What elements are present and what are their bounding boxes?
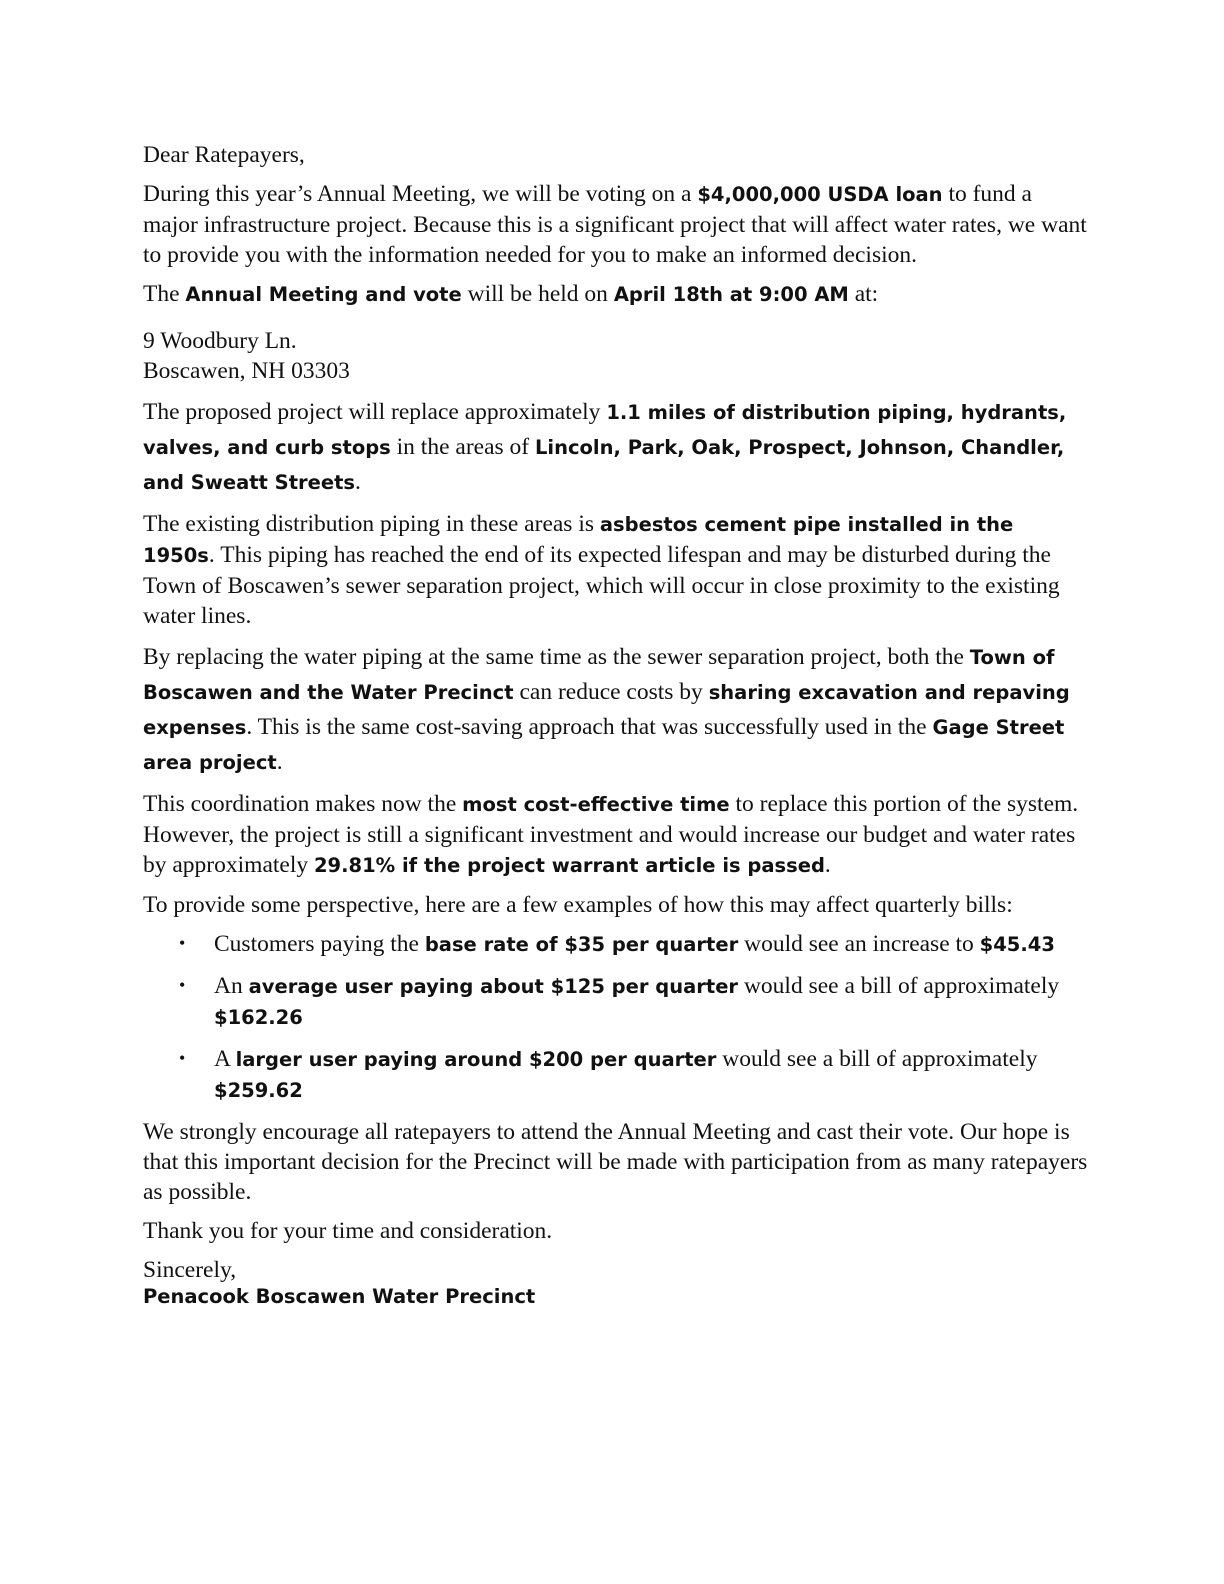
text: . This is the same cost-saving approach that was successfully used in the — [246, 714, 933, 740]
text: would see an increase to — [738, 931, 980, 957]
text: . — [355, 469, 361, 495]
text: will be held on — [461, 281, 614, 307]
bill-highlight: average user paying about $125 per quarter — [248, 975, 739, 998]
list-item — [143, 929, 1088, 960]
text: The proposed project will replace approximately — [143, 399, 607, 425]
text: A — [214, 1046, 236, 1072]
new-bill-amount: $259.62 — [214, 1079, 303, 1102]
letter-body — [143, 140, 1088, 1309]
pipe-material-highlight: asbestos cement pipe installed in the 1950s — [143, 513, 1014, 567]
paragraph-loan-vote — [143, 179, 1088, 270]
bill-examples-list — [143, 929, 1088, 1106]
cost-effective-highlight: most cost-effective time — [462, 793, 730, 816]
text: to replace this portion of the system. However, the project is still a significant investment and would increase our budget and water rates by approximately — [143, 791, 1079, 878]
greeting: Dear Ratepayers, — [143, 142, 305, 168]
text: would see a bill of approximately — [738, 973, 1060, 999]
gage-street-highlight: Gage Street area project — [143, 716, 1065, 774]
sharing-highlight: sharing excavation and repaving expenses — [143, 681, 1070, 739]
text: By replacing the water piping at the same time as the sewer separation project, both the — [143, 644, 970, 670]
paragraph-thank-you: Thank you for your time and consideration. — [143, 1218, 553, 1244]
text: The — [143, 281, 186, 307]
paragraph-project-scope — [143, 395, 1088, 500]
rate-increase-highlight: 29.81% if the project warrant article is passed — [313, 854, 825, 877]
text: . This piping has reached the end of its expected lifespan and may be disturbed during the Town of Boscawen’s sewer separation project, which will occur in close proximity to the existing water lines. — [143, 542, 1060, 629]
loan-amount-highlight: $4,000,000 USDA loan — [697, 183, 943, 206]
text: to fund a major infrastructure project. Because this is a significant project that will affect water rates, we want to provide you with the information needed for you to make an informed decision. — [143, 181, 1087, 268]
address-line-2: Boscawen, NH 03303 — [143, 358, 350, 384]
text: An — [214, 973, 249, 999]
bullet-icon: • — [179, 933, 186, 953]
meeting-date-highlight: April 18th at 9:00 AM — [613, 283, 849, 306]
scope-highlight: 1.1 miles of distribution piping, hydrants, valves, and curb stops — [143, 401, 1067, 459]
list-item — [143, 1044, 1088, 1106]
paragraph-rate-increase — [143, 789, 1088, 881]
text: in the areas of — [390, 434, 535, 460]
text: During this year’s Annual Meeting, we will be voting on a — [143, 181, 698, 207]
meeting-highlight: Annual Meeting and vote — [185, 283, 462, 306]
new-bill-amount: $162.26 — [214, 1006, 303, 1029]
address-line-1: 9 Woodbury Ln. — [143, 328, 297, 354]
meeting-address — [143, 326, 1088, 386]
bill-highlight: base rate of $35 per quarter — [424, 933, 739, 956]
text: The existing distribution piping in these areas is — [143, 511, 600, 537]
paragraph-encourage-attendance: We strongly encourage all ratepayers to attend the Annual Meeting and cast their vote. Our hope is that this important decision for the Precinct will be made with participation from as many ratepayers as possible. — [143, 1119, 1088, 1205]
paragraph-meeting-time — [143, 279, 1088, 310]
signature-org-name: Penacook Boscawen Water Precinct — [143, 1285, 536, 1308]
streets-highlight: Lincoln, Park, Oak, Prospect, Johnson, Chandler, and Sweatt Streets — [143, 436, 1065, 494]
paragraph-cost-sharing — [143, 640, 1088, 780]
text: Customers paying the — [214, 931, 425, 957]
text: at: — [848, 281, 879, 307]
paragraph-existing-piping — [143, 509, 1088, 631]
list-item — [143, 971, 1088, 1033]
bullet-icon: • — [179, 1048, 186, 1068]
bullet-icon: • — [179, 975, 186, 995]
closing: Sincerely, — [143, 1257, 237, 1283]
text: This coordination makes now the — [143, 791, 463, 817]
text: can reduce costs by — [513, 679, 709, 705]
new-bill-amount: $45.43 — [979, 933, 1055, 956]
text: . — [276, 749, 283, 775]
partners-highlight: Town of Boscawen and the Water Precinct — [143, 646, 1055, 704]
paragraph-perspective: To provide some perspective, here are a few examples of how this may affect quarterly bills: — [143, 892, 1013, 918]
text: . — [824, 852, 831, 878]
signature-block — [143, 1255, 1088, 1309]
text: would see a bill of approximately — [716, 1046, 1038, 1072]
bill-highlight: larger user paying around $200 per quarter — [235, 1048, 717, 1071]
